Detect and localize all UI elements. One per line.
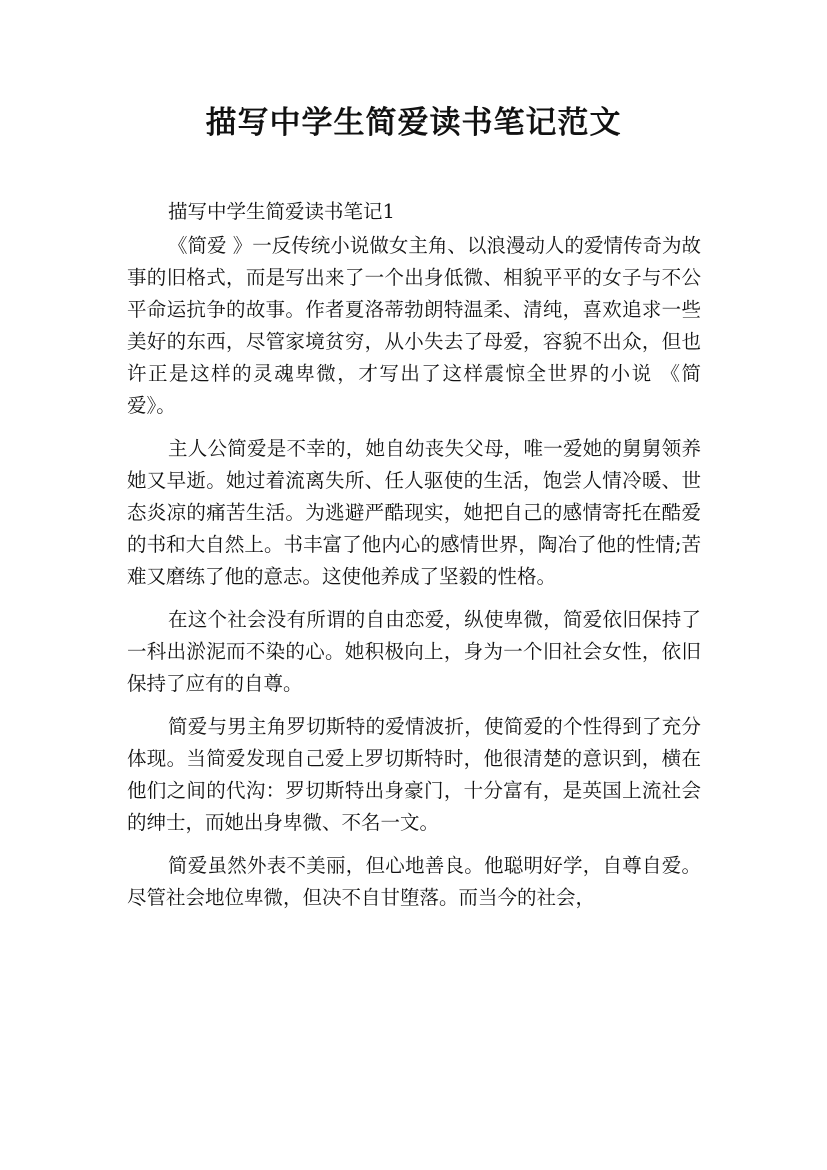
document-title: 描写中学生简爱读书笔记范文 xyxy=(205,105,622,141)
paragraph-4: 简爱与男主角罗切斯特的爱情波折，使简爱的个性得到了充分体现。当简爱发现自己爱上罗切斯特时，他很清楚的意识到，横在他们之间的代沟：罗切斯特出身豪门，十分富有，是英国上流社会的绅士，而她出身卑微、不名一文。 xyxy=(127,715,701,834)
paragraph-5: 简爱虽然外表不美丽，但心地善良。他聪明好学，自尊自爱。尽管社会地位卑微，但决不自甘堕落。而当今的社会， xyxy=(127,854,701,909)
paragraph-2: 主人公简爱是不幸的，她自幼丧失父母，唯一爱她的舅舅领养她又早逝。她过着流离失所、任人驱使的生活，饱尝人情冷暖、世态炎凉的痛苦生活。为逃避严酷现实，她把自己的感情寄托在酷爱的书和大自然上。书丰富了他内心的感情世界，陶冶了他的性情;苦难又磨练了他的意志。这使他养成了坚毅的性格。 xyxy=(127,437,701,588)
paragraph-1: 《简爱 》一反传统小说做女主角、以浪漫动人的爱情传奇为故事的旧格式，而是写出来了一个出身低微、相貌平平的女子与不公平命运抗争的故事。作者夏洛蒂勃朗特温柔、清纯，喜欢追求一些美好的东西，尽管家境贫穷，从小失去了母爱，容貌不出众，但也许正是这样的灵魂卑微，才写出了这样震惊全世界的小说 《简爱》。 xyxy=(127,234,701,417)
paragraph-3: 在这个社会没有所谓的自由恋爱，纵使卑微，简爱依旧保持了一科出淤泥而不染的心。她积极向上，身为一个旧社会女性，依旧保持了应有的自尊。 xyxy=(127,608,701,695)
section-subheading: 描写中学生简爱读书笔记1 xyxy=(168,200,395,223)
document-body xyxy=(127,196,701,925)
